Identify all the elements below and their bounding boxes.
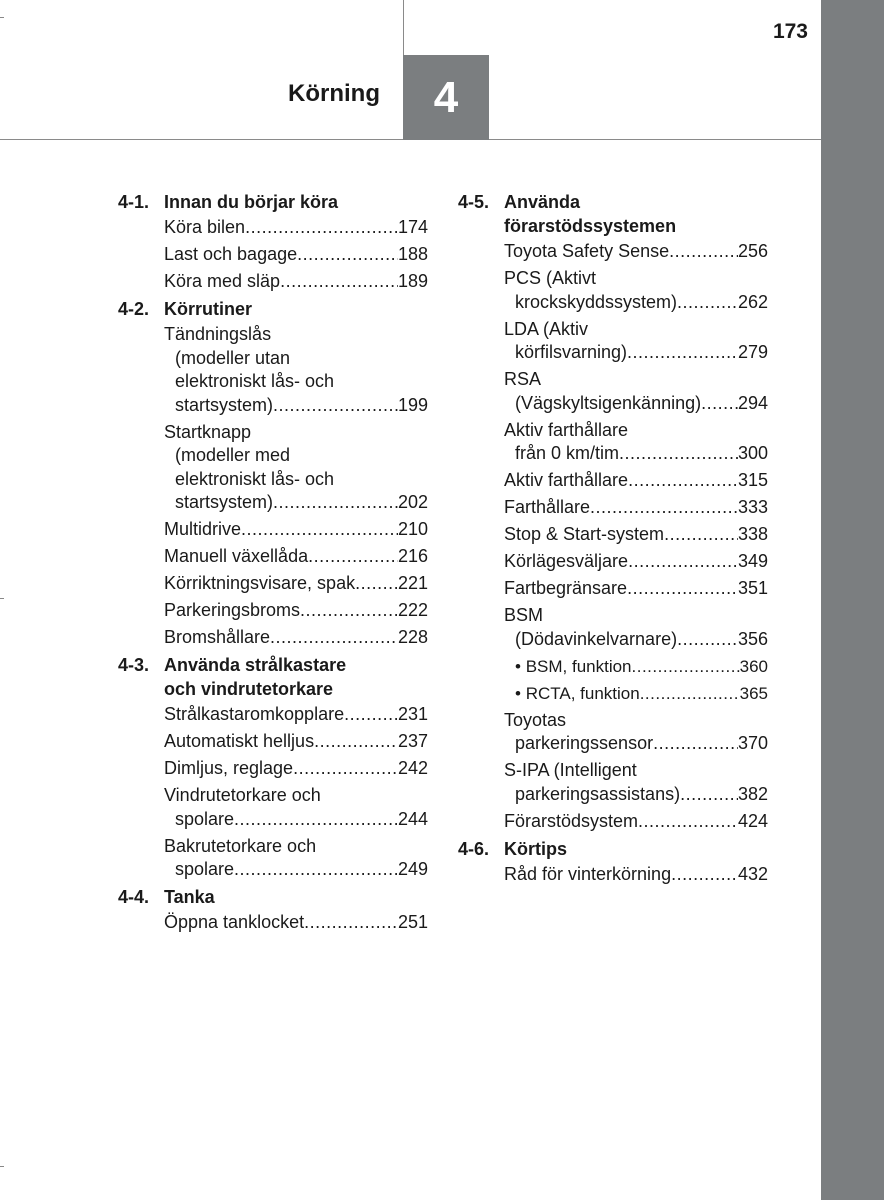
entry-text-line: (modeller med — [175, 445, 291, 465]
toc-entry[interactable] — [504, 368, 768, 415]
dot-leader — [297, 243, 398, 267]
entry-page-number: 432 — [737, 863, 768, 884]
entry-last-line — [164, 518, 428, 542]
dot-leader — [355, 572, 398, 596]
entry-label: startsystem) — [175, 492, 274, 512]
toc-entry[interactable] — [504, 863, 768, 887]
entry-last-line — [164, 626, 428, 650]
entry-label: Stop & Start-system — [504, 524, 665, 544]
entry-label: (Dödavinkelvarnare) — [515, 628, 678, 649]
entry-label: spolare — [175, 859, 235, 879]
entry-page-number: 294 — [737, 392, 768, 413]
section-heading — [458, 837, 768, 861]
entry-last-line — [504, 783, 768, 807]
entry-last-line — [164, 730, 428, 754]
toc-entry[interactable] — [504, 577, 768, 601]
dot-leader — [234, 858, 398, 882]
toc-entry[interactable] — [504, 682, 768, 706]
entry-text-line: S-IPA (Intelligent — [504, 760, 637, 780]
entry-page-number: 251 — [397, 912, 428, 932]
entry-text-line: LDA (Aktiv — [504, 318, 589, 339]
crop-mark — [0, 1166, 4, 1167]
toc-entry[interactable] — [504, 318, 768, 365]
section-title — [164, 190, 428, 214]
entry-last-line — [164, 911, 428, 935]
entry-last-line — [164, 808, 428, 832]
toc-entry[interactable] — [504, 496, 768, 520]
toc-entry[interactable] — [504, 267, 768, 314]
section-title — [164, 885, 428, 909]
entry-page-number: 199 — [397, 394, 428, 415]
entry-page-number: 202 — [397, 492, 428, 512]
dot-leader — [273, 394, 398, 418]
toc-entry[interactable] — [504, 523, 768, 547]
section-title-line: Använda — [504, 192, 581, 212]
entry-label: Körriktningsvisare, spak — [164, 573, 356, 593]
toc-entry[interactable] — [164, 835, 428, 882]
toc-column-left — [118, 190, 428, 938]
section-number: 4-6. — [458, 838, 490, 859]
entry-label: • BSM, funktion — [515, 655, 632, 679]
toc-entry[interactable] — [504, 419, 768, 466]
dot-leader — [304, 911, 398, 935]
entry-label: Förarstödsystem — [504, 810, 639, 831]
dot-leader — [344, 703, 398, 727]
entry-label: Manuell växellåda — [164, 546, 309, 566]
entry-last-line — [504, 496, 768, 520]
toc-entry[interactable] — [164, 730, 428, 754]
section-heading — [118, 190, 428, 214]
entry-last-line — [504, 732, 768, 756]
entry-label: Farthållare — [504, 497, 591, 517]
section-number: 4-2. — [118, 299, 150, 319]
section-title — [504, 190, 768, 238]
dot-leader — [280, 270, 398, 294]
section-number: 4-1. — [118, 192, 150, 212]
chapter-title: Körning — [288, 80, 380, 107]
entry-text-line: Aktiv farthållare — [504, 419, 629, 440]
entry-text-line: Startknapp — [164, 421, 252, 442]
entry-label: körfilsvarning) — [515, 342, 628, 362]
entry-last-line — [504, 442, 768, 466]
dot-leader — [300, 599, 398, 623]
dot-leader — [640, 682, 740, 706]
entry-label: Strålkastaromkopplare — [164, 704, 345, 724]
entry-text-line: RSA — [504, 369, 542, 389]
toc-entry[interactable] — [164, 216, 428, 240]
entry-last-line — [504, 810, 768, 834]
dot-leader — [669, 240, 738, 264]
dot-leader — [273, 491, 398, 515]
entry-label: (Vägskyltsigenkänning) — [515, 392, 702, 413]
dot-leader — [234, 808, 398, 832]
dot-leader — [627, 341, 738, 365]
entry-last-line — [504, 628, 768, 652]
entry-text-line: PCS (Aktivt — [504, 268, 597, 288]
dot-leader — [628, 469, 738, 493]
toc-entry[interactable] — [164, 599, 428, 623]
entry-label: Last och bagage — [164, 244, 298, 264]
toc-entry[interactable] — [504, 810, 768, 834]
toc-entry[interactable] — [504, 604, 768, 651]
section-title-line: Körrutiner — [164, 299, 253, 319]
toc-entry[interactable] — [164, 784, 428, 831]
toc-entry[interactable] — [164, 545, 428, 569]
entry-last-line — [504, 240, 768, 264]
section-heading — [118, 653, 428, 701]
dot-leader — [653, 732, 738, 756]
entry-label: Multidrive — [164, 519, 242, 539]
toc-entry[interactable] — [504, 655, 768, 679]
entry-text-line: Toyotas — [504, 709, 567, 730]
entry-last-line — [164, 545, 428, 569]
entry-page-number: 231 — [397, 704, 428, 724]
chapter-number-box — [403, 55, 489, 140]
entry-last-line — [515, 682, 768, 706]
entry-label: Öppna tanklocket — [164, 912, 305, 932]
entry-page-number: 242 — [397, 758, 428, 778]
toc-entry[interactable] — [164, 421, 428, 515]
entry-last-line — [164, 394, 428, 418]
entry-last-line — [515, 655, 768, 679]
dot-leader — [628, 550, 738, 574]
dot-leader — [619, 442, 738, 466]
entry-text-line: Vindrutetorkare och — [164, 785, 321, 805]
entry-page-number: 216 — [397, 546, 428, 566]
toc-entry[interactable] — [164, 757, 428, 781]
entry-label: Köra bilen — [164, 217, 246, 237]
toc-entry[interactable] — [164, 626, 428, 650]
entry-last-line — [164, 243, 428, 267]
toc-section — [118, 190, 428, 294]
entry-page-number: 365 — [739, 683, 768, 703]
entry-last-line — [504, 523, 768, 547]
toc-section — [118, 885, 428, 935]
toc-section — [118, 297, 428, 650]
entry-label: krockskyddssystem) — [515, 291, 678, 312]
section-title — [504, 837, 768, 861]
entry-page-number: 221 — [397, 573, 428, 593]
dot-leader — [671, 863, 738, 887]
entry-text-line: BSM — [504, 605, 544, 625]
entry-label: från 0 km/tim — [515, 443, 620, 463]
section-heading — [118, 885, 428, 909]
entry-last-line — [164, 491, 428, 515]
entry-last-line — [164, 858, 428, 882]
toc-entry[interactable] — [504, 240, 768, 264]
entry-last-line — [504, 550, 768, 574]
entry-label: Parkeringsbroms — [164, 600, 301, 620]
chapter-side-tab — [821, 0, 884, 1200]
toc-column-right — [458, 190, 768, 890]
toc-entry[interactable] — [504, 709, 768, 756]
entry-page-number: 338 — [737, 524, 768, 544]
crop-mark — [0, 598, 4, 599]
entry-last-line — [164, 703, 428, 727]
entry-last-line — [504, 863, 768, 887]
dot-leader — [308, 545, 398, 569]
entry-label: Automatiskt helljus — [164, 731, 315, 751]
entry-page-number: 300 — [737, 443, 768, 463]
entry-page-number: 349 — [737, 551, 768, 571]
entry-label: spolare — [175, 808, 235, 829]
section-number: 4-4. — [118, 887, 150, 907]
entry-last-line — [504, 392, 768, 416]
entry-page-number: 370 — [737, 733, 768, 753]
entry-page-number: 244 — [397, 808, 428, 829]
entry-label: Körlägesväljare — [504, 551, 629, 571]
entry-label: Fartbegränsare — [504, 578, 628, 598]
entry-page-number: 424 — [737, 810, 768, 831]
dot-leader — [701, 392, 738, 416]
toc-section — [458, 837, 768, 887]
toc-entry[interactable] — [164, 243, 428, 267]
toc-entry[interactable] — [504, 550, 768, 574]
entry-page-number: 351 — [737, 578, 768, 598]
section-title — [164, 653, 428, 701]
entry-page-number: 249 — [397, 859, 428, 879]
entry-label: parkeringsassistans) — [515, 783, 681, 804]
dot-leader — [632, 655, 740, 679]
section-number: 4-3. — [118, 655, 150, 675]
dot-leader — [627, 577, 738, 601]
toc-entry[interactable] — [504, 469, 768, 493]
section-title-line: och vindrutetorkare — [164, 679, 334, 699]
entry-text-line: elektroniskt lås- och — [175, 371, 335, 391]
entry-last-line — [164, 572, 428, 596]
toc-section — [118, 653, 428, 882]
entry-last-line — [504, 577, 768, 601]
dot-leader — [270, 626, 398, 650]
section-title-line: Tanka — [164, 887, 215, 907]
entry-page-number: 228 — [397, 627, 428, 647]
entry-label: • RCTA, funktion — [515, 682, 640, 706]
entry-text-line: Tändningslås — [164, 324, 272, 344]
entry-text-line: Bakrutetorkare och — [164, 835, 317, 856]
toc-entry[interactable] — [164, 703, 428, 727]
dot-leader — [677, 628, 738, 652]
entry-label: Toyota Safety Sense — [504, 241, 670, 261]
section-heading — [118, 297, 428, 321]
entry-label: parkeringssensor — [515, 733, 654, 753]
entry-last-line — [504, 469, 768, 493]
entry-label: Köra med släp — [164, 271, 281, 291]
dot-leader — [664, 523, 738, 547]
entry-label: Dimljus, reglage — [164, 758, 294, 778]
entry-label: Bromshållare — [164, 627, 271, 647]
dot-leader — [293, 757, 398, 781]
entry-page-number: 188 — [397, 244, 428, 264]
entry-page-number: 222 — [397, 600, 428, 620]
entry-page-number: 210 — [397, 519, 428, 539]
entry-page-number: 333 — [737, 497, 768, 517]
dot-leader — [314, 730, 398, 754]
dot-leader — [590, 496, 738, 520]
section-title — [164, 297, 428, 321]
dot-leader — [680, 783, 738, 807]
entry-page-number: 356 — [737, 628, 768, 649]
toc-section — [458, 190, 768, 833]
entry-page-number: 279 — [737, 342, 768, 362]
entry-page-number: 174 — [397, 217, 428, 237]
section-title-line: Använda strålkastare — [164, 655, 347, 675]
entry-last-line — [164, 757, 428, 781]
entry-label: Aktiv farthållare — [504, 470, 629, 490]
section-heading — [458, 190, 768, 238]
entry-page-number: 382 — [737, 783, 768, 804]
dot-leader — [241, 518, 398, 542]
dot-leader — [638, 810, 738, 834]
entry-page-number: 360 — [739, 656, 768, 676]
entry-text-line: (modeller utan — [175, 347, 291, 368]
chapter-number: 4 — [433, 72, 459, 122]
entry-page-number: 237 — [397, 731, 428, 751]
section-title-line: förarstödssystemen — [504, 216, 677, 236]
dot-leader — [677, 291, 738, 315]
entry-page-number: 256 — [737, 241, 768, 261]
entry-label: Råd för vinterkörning — [504, 863, 672, 884]
entry-page-number: 315 — [737, 470, 768, 490]
toc-entry[interactable] — [164, 270, 428, 294]
entry-page-number: 262 — [737, 291, 768, 312]
toc-entry[interactable] — [164, 323, 428, 417]
entry-last-line — [164, 599, 428, 623]
page-number: 173 — [772, 20, 808, 43]
toc-entry[interactable] — [164, 572, 428, 596]
toc-entry[interactable] — [504, 759, 768, 806]
entry-last-line — [504, 341, 768, 365]
entry-label: startsystem) — [175, 394, 274, 415]
dot-leader — [245, 216, 398, 240]
section-title-line: Innan du börjar köra — [164, 192, 339, 212]
crop-mark — [0, 17, 4, 18]
entry-last-line — [164, 216, 428, 240]
entry-last-line — [504, 291, 768, 315]
section-title-line: Körtips — [504, 838, 567, 859]
toc-entry[interactable] — [164, 518, 428, 542]
entry-last-line — [164, 270, 428, 294]
section-number: 4-5. — [458, 192, 490, 212]
entry-page-number: 189 — [397, 271, 428, 291]
entry-text-line: elektroniskt lås- och — [175, 468, 335, 489]
toc-entry[interactable] — [164, 911, 428, 935]
